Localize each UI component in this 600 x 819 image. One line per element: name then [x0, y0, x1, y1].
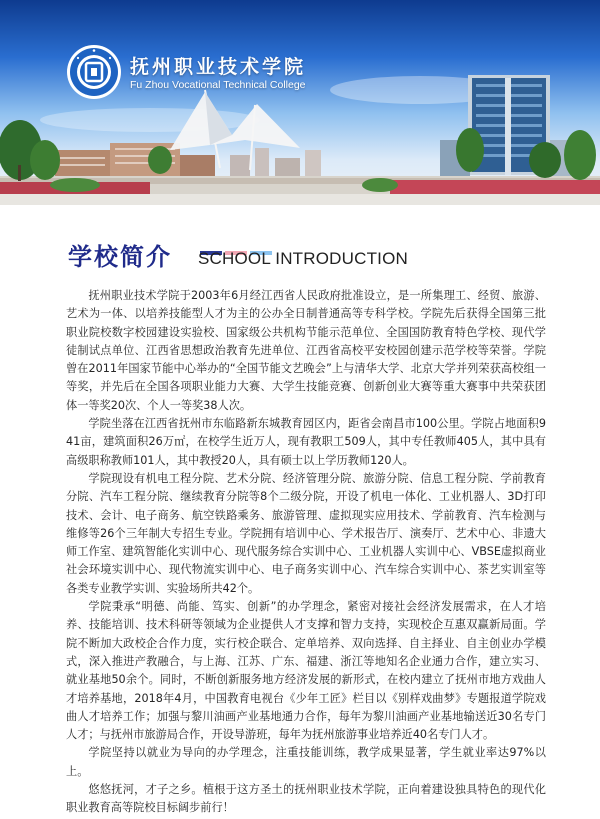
section-title-english: SCHOOL INTRODUCTION [198, 249, 409, 268]
intro-paragraph-philosophy: 学院秉承“明德、尚能、笃实、创新”的办学理念，紧密对接社会经济发展需求，在人才培养、技能培训、技术科研等领域为企业提供人才支撑和智力支持，实现校企互惠双赢新局面。学院不断加大政校企合作力度，实行校企联合、定单培养、双向选择、自主择业、自主创业办学模式，深入推进产教融合，与上海、江苏、广东、福建、浙江等地知名企业通力合作，建立实习、就业基地50余个。同时，不断创新服务地方经济发展的新形式，在校内建立了抚州市地方戏曲人才培养基地，2018年4月，中国教育电视台《少年工匠》栏目以《别样戏曲梦》专题报道学院戏曲人才培养工作；加强与黎川油画产业基地通力合作，每年为黎川油画产业基地输送近30名专门人才；与抚州市旅游局合作，开设导游班，每年为抚州旅游事业培养近40名专门人才。 [66, 600, 546, 742]
section-title-chinese: 学校简介 [68, 243, 172, 271]
intro-paragraph-campus: 学院坐落在江西省抚州市东临路新东城教育园区内，距省会南昌市100公里。学院占地面积941亩，建筑面积26万㎡，在校学生近万人，现有教职工509人，其中专任教师405人，其中具有高级职称教师101人，其中教授20人，具有硕士以上学历教师120人。 [66, 417, 546, 467]
introduction-body [66, 287, 546, 818]
section-heading [68, 237, 528, 271]
intro-paragraph-departments: 学院现设有机电工程分院、艺术分院、经济管理分院、旅游分院、信息工程分院、学前教育分院、汽车工程分院、继续教育分院等8个二级分院，开设了机电一体化、工业机器人、3D打印技术、会计、电子商务、航空铁路乘务、旅游管理、虚拟现实应用技术、学前教育、汽车检测与维修等26个三年制大专招生专业。学院拥有培训中心、学术报告厅、演奏厅、艺术中心、非遗大师工作室、建筑智能化实训中心、现代服务综合实训中心、工业机器人实训中心、VBSE虚拟商业社会环境实训中心、现代物流实训中心、电子商务实训中心、汽车综合实训中心、茶艺实训室等各类专业教学实训、实验场所共42个。 [66, 471, 546, 595]
campus-banner [0, 0, 600, 205]
college-brand [66, 44, 326, 104]
school-name-chinese: 抚州职业技术学院 [130, 56, 307, 78]
school-name-english: Fu Zhou Vocational Technical College [130, 79, 306, 91]
intro-paragraph-employment: 学院坚持以就业为导向的办学理念，注重技能训练，教学成果显著，学生就业率达97%以上。 [66, 746, 546, 778]
intro-paragraph-closing: 悠悠抚河，才子之乡。植根于这方圣土的抚州职业技术学院，正向着建设独具特色的现代化职业教育高等院校目标阔步前行！ [66, 783, 546, 815]
intro-paragraph-overview: 抚州职业技术学院于2003年6月经江西省人民政府批准设立，是一所集理工、经贸、旅游、艺术为一体、以培养技能型人才为主的公办全日制普通高等专科学校。学院先后获得全国第三批职业院校数字校园建设实验校、国家级公共机构节能示范单位、全国国防教育特色学校、现代学徒制试点单位、江西省思想政治教育先进单位、江西省高校平安校园创建示范学校等荣誉。学院曾在2011年国家节能中心举办的“全国节能文艺晚会”上与清华大学、北京大学并列荣获高校组一等奖，并先后在全国各项职业能力大赛、大学生技能竞赛、创新创业大赛等重大赛事中共荣获团体一等奖20次、个人一等奖38人次。 [66, 289, 546, 412]
college-seal-icon [66, 44, 122, 100]
